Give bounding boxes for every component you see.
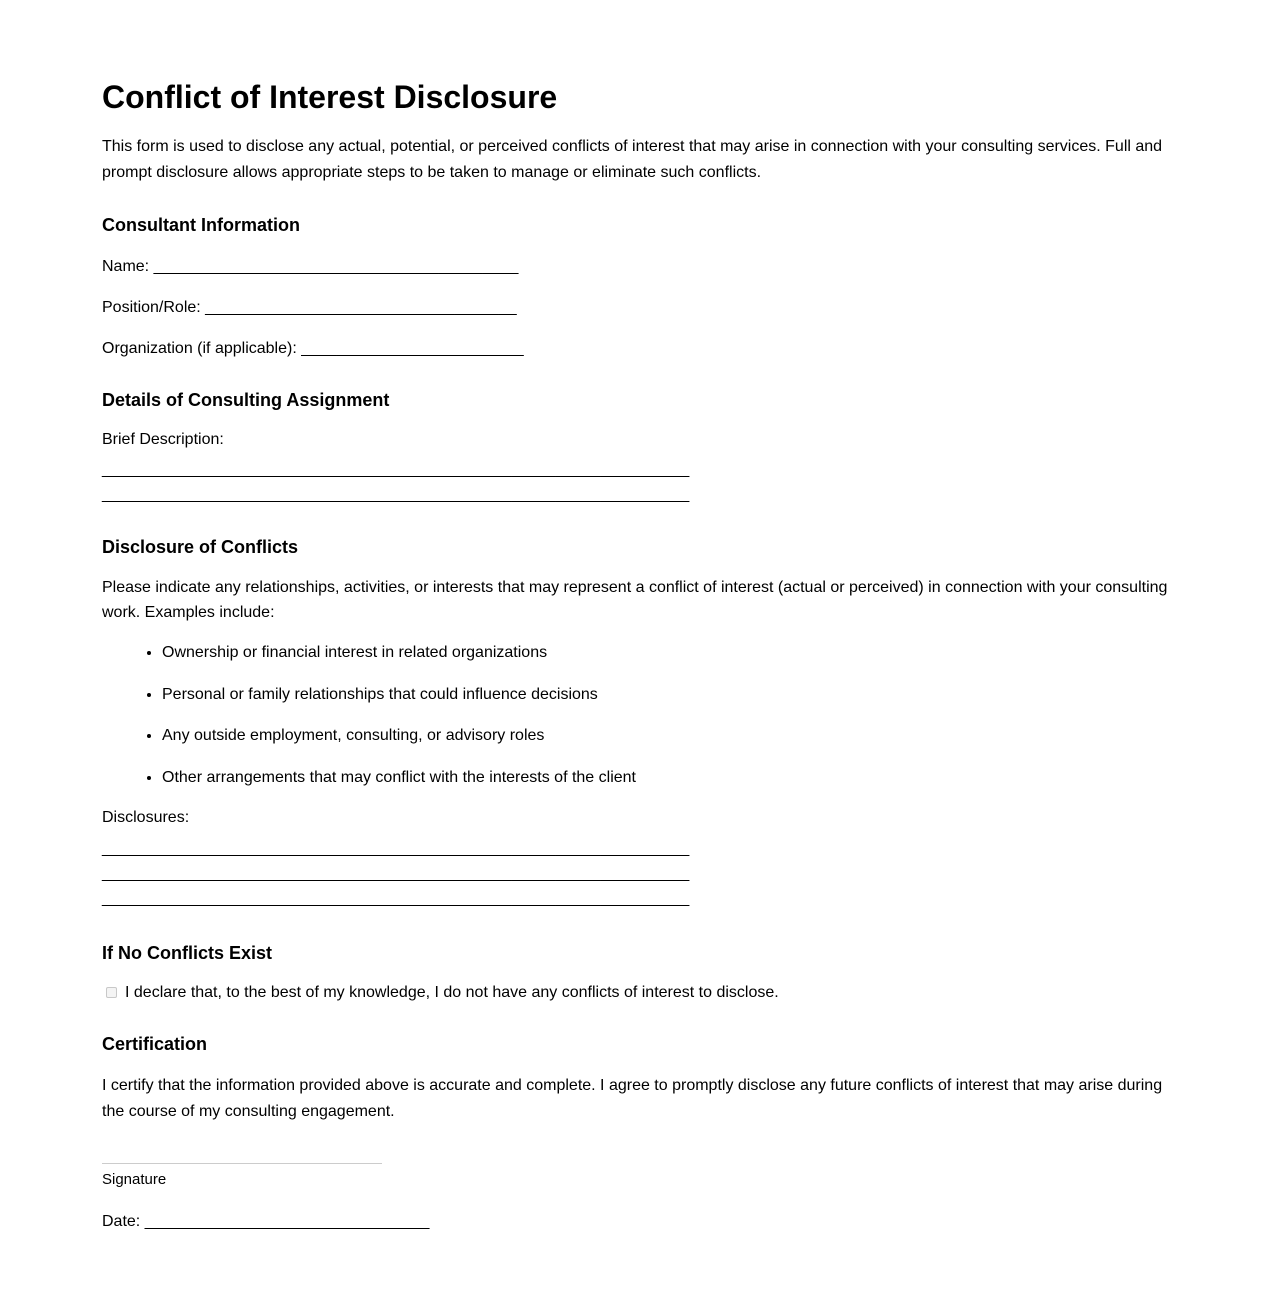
organization-label: Organization (if applicable): [102,340,297,357]
name-label: Name: [102,258,150,275]
signature-line[interactable] [102,1163,382,1164]
signature-block [102,1163,1176,1189]
organization-field[interactable] [102,338,1176,360]
brief-description-line-1[interactable]: __________________________________________________________________ [102,461,690,478]
disclosures-label: Disclosures: [102,808,190,826]
no-conflicts-heading: If No Conflicts Exist [102,942,273,963]
disclosure-instructions: Please indicate any relationships, activities, or interests that may represent a conflict of interest (actual or perceived) in connection with your consulting work. Examples include: [102,579,1168,621]
list-item: • Any outside employment, consulting, or advisory roles [162,725,1176,747]
list-item: • Ownership or financial interest in related organizations [162,642,1176,664]
name-blank[interactable]: _________________________________________ [153,258,519,275]
conflict-examples-list [102,642,1176,789]
brief-description-line-2[interactable]: __________________________________________________________________ [102,486,690,503]
list-item: • Other arrangements that may conflict with the interests of the client [162,767,1176,789]
brief-description-label: Brief Description: [102,431,224,448]
list-item: • Personal or family relationships that could influence decisions [162,684,1176,706]
organization-blank[interactable]: _________________________ [301,340,524,357]
no-conflicts-declaration[interactable] [102,982,1176,1004]
signature-label: Signature [102,1170,167,1188]
intro-text: This form is used to disclose any actual, potential, or perceived conflicts of interest that may arise in connection with your consulting services. Full and prompt disclosure allows appropriate steps to be taken to manage or eliminate such conflicts. [102,138,1163,181]
page-title: Conflict of Interest Disclosure [102,79,558,115]
consultant-information-section [102,214,1176,360]
date-blank[interactable]: ________________________________ [144,1212,430,1230]
consulting-assignment-section [102,389,1176,507]
disclosures-line-2[interactable]: __________________________________________________________________ [102,864,690,882]
position-role-blank[interactable]: ___________________________________ [205,299,517,316]
position-role-label: Position/Role: [102,299,201,316]
name-field[interactable] [102,256,1176,278]
certification-text: I certify that the information provided above is accurate and complete. I agree to promptly disclose any future conflicts of interest that may arise during the course of my consulting engagement. [102,1076,1163,1120]
no-conflicts-checkbox[interactable] [106,987,117,998]
disclosures-line-3[interactable]: __________________________________________________________________ [102,889,690,907]
certification-heading: Certification [102,1033,208,1054]
date-field[interactable] [102,1211,1176,1233]
no-conflicts-section [102,942,1176,1004]
position-role-field[interactable] [102,297,1176,319]
consultant-information-heading: Consultant Information [102,215,300,235]
no-conflicts-checkbox-label: I declare that, to the best of my knowledge, I do not have any conflicts of interest to disclose. [125,983,779,1001]
disclosures-lines[interactable] [102,836,1176,911]
brief-description-lines[interactable] [102,457,1176,507]
disclosures-line-1[interactable]: __________________________________________________________________ [102,839,690,857]
date-label: Date: [102,1212,141,1230]
certification-section [102,1033,1176,1233]
disclosure-of-conflicts-section [102,536,1176,911]
disclosure-of-conflicts-heading: Disclosure of Conflicts [102,537,299,557]
consulting-assignment-heading: Details of Consulting Assignment [102,390,390,410]
